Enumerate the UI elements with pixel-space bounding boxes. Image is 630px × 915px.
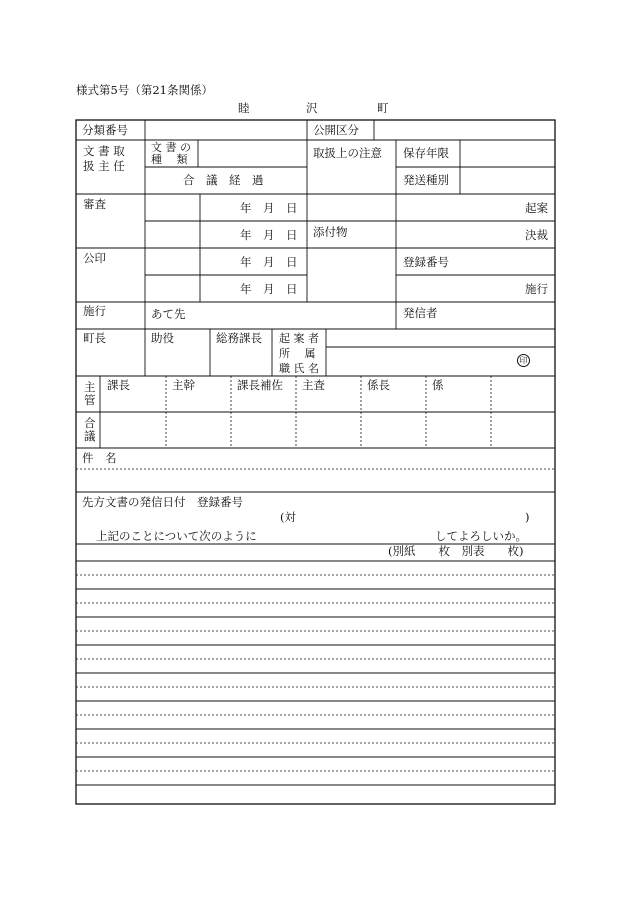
label-shurui-1: 文 書 の [151,141,191,154]
label-toroku: 登録番号 [403,255,449,269]
label-joyaku: 助役 [151,331,174,345]
label-shinsa: 審査 [83,197,106,211]
label-bunsho-tori-1: 文 書 取 [83,144,125,158]
label-tai-open: (対 [280,510,296,524]
label-atesaki: あて先 [151,307,186,321]
col-shusa: 主査 [302,378,325,392]
label-kenmei: 件 名 [82,451,117,465]
town-char-3: 町 [377,101,389,115]
label-bunrui: 分類番号 [82,123,128,137]
date-4: 年 月 日 [240,282,298,296]
label-tai-close: ) [525,510,530,524]
date-2: 年 月 日 [240,228,298,242]
label-chocho: 町長 [83,331,106,345]
label-shurui-2: 種 類 [151,153,188,166]
label-somu: 総務課長 [216,331,262,345]
label-gogi-keika: 合 議 経 過 [183,173,264,187]
label-shimei: 職 氏 名 [279,362,319,375]
label-hasshinsha: 発信者 [403,306,438,320]
town-char-2: 沢 [306,101,318,115]
label-toriatsukai: 取扱上の注意 [313,146,382,160]
label-shozoku: 所 属 [279,347,316,360]
body-yoroshii: してよろしいか。 [435,529,527,543]
form-number: 様式第5号（第21条関係） [76,83,213,97]
date-3: 年 月 日 [240,255,298,269]
seal-mark-icon: 印 [517,354,530,367]
date-1: 年 月 日 [240,201,298,215]
col-shukan: 主幹 [172,378,195,392]
label-tenpu: 添付物 [313,225,348,239]
body-lead: 上記のことについて次のように [96,529,257,543]
label-bunsho-tori-2: 扱 主 任 [83,159,125,173]
label-koin: 公印 [83,251,106,265]
label-kianh: 起 案 者 [279,332,319,345]
label-gogi-2: 議 [84,429,96,443]
col-kakari: 係 [432,378,444,392]
label-shukan-2: 管 [84,393,96,407]
label-gogi-1: 合 [84,416,96,430]
col-kacho-hosa: 課長補佐 [237,378,283,392]
label-hasso: 発送種別 [403,173,449,187]
label-shiko-right: 施行 [525,282,548,296]
label-senpo: 先方文書の発信日付 登録番号 [82,495,243,509]
label-shukan-1: 主 [84,380,96,394]
col-kakaricho: 係長 [367,378,390,392]
town-char-1: 睦 [238,101,250,115]
label-kessai: 決裁 [525,228,548,242]
label-shiko: 施行 [83,304,106,318]
col-kacho: 課長 [107,378,130,392]
label-kokai: 公開区分 [313,123,359,137]
label-hozon: 保存年限 [403,146,449,160]
label-kian: 起案 [525,201,548,215]
body-bessi: (別紙 枚 別表 枚) [388,544,524,558]
